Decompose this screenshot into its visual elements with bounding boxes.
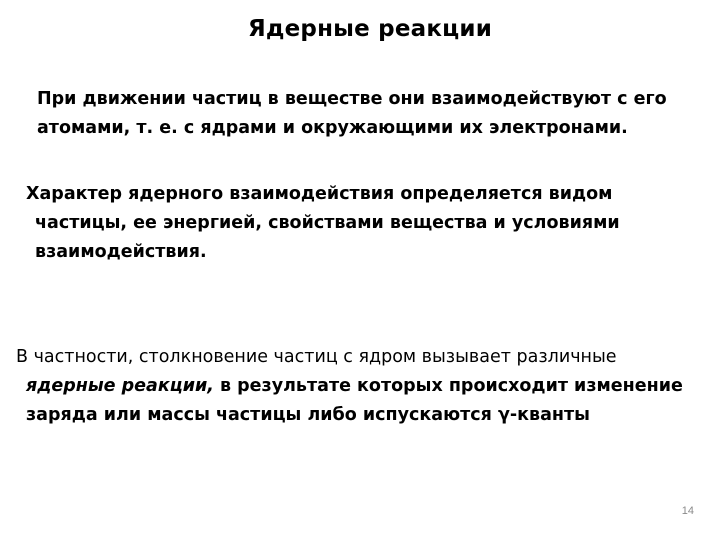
paragraph-text: в результате которых происходит изменение bbox=[213, 376, 683, 396]
paragraph-line: При движении частиц в веществе они взаимодействуют с его bbox=[37, 89, 667, 109]
paragraph-line: частицы, ее энергией, свойствами вещества и условиями bbox=[35, 213, 620, 233]
page-number: 14 bbox=[681, 505, 694, 517]
emphasized-term: ядерные реакции, bbox=[26, 376, 214, 396]
paragraph-line: заряда или массы частицы либо испускаются γ-кванты bbox=[26, 405, 590, 425]
paragraph-line: взаимодействия. bbox=[35, 242, 207, 262]
paragraph-line: Характер ядерного взаимодействия определяется видом bbox=[26, 184, 613, 204]
paragraph-line: атомами, т. е. с ядрами и окружающими их электронами. bbox=[37, 118, 628, 138]
paragraph-interaction-character bbox=[26, 180, 620, 267]
paragraph-line: В частности, столкновение частиц с ядром вызывает различные bbox=[16, 347, 617, 367]
slide-title: Ядерные реакции bbox=[247, 16, 493, 42]
paragraph-line bbox=[16, 372, 683, 401]
paragraph-nuclear-reactions bbox=[16, 343, 683, 430]
paragraph-particle-interaction bbox=[37, 85, 667, 143]
